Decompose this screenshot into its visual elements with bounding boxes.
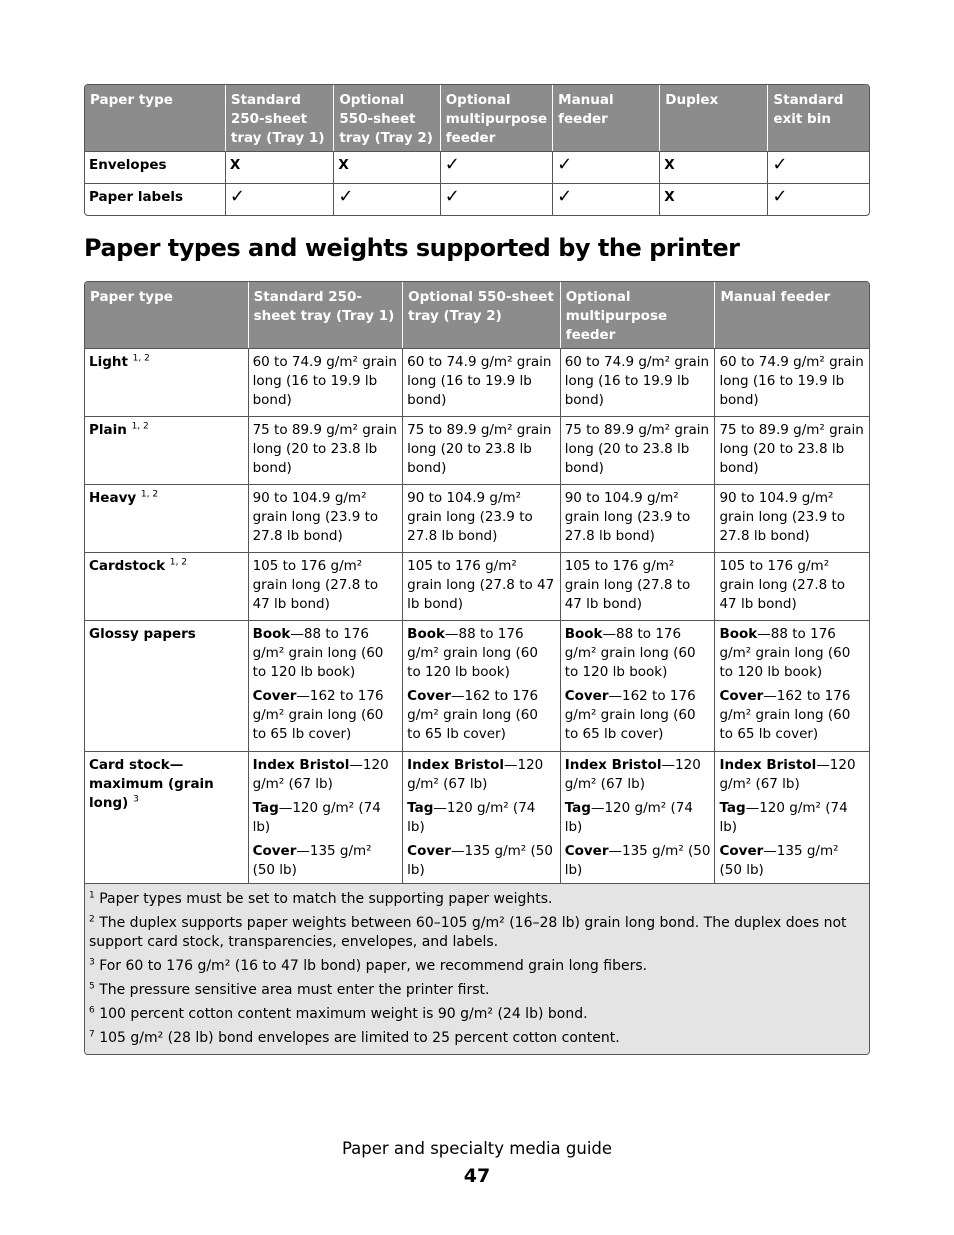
row-label: Card stock—maximum (grain long) $^3$ [85, 751, 248, 883]
row-label: Paper labels [85, 183, 225, 215]
cell-weight: 60 to 74.9 g/m² grain long (16 to 19.9 lb bond) [714, 348, 869, 416]
footnote-ref: 1, 2 [132, 353, 150, 364]
cell-cardstock: Index Bristol—120 g/m² (67 lb) Tag—120 g/m² (74 lb) Cover—135 g/m² (50 lb) [402, 751, 560, 883]
row-label [85, 348, 248, 416]
media-support-table [84, 84, 870, 216]
footnote-ref: 1, 2 [140, 489, 159, 500]
footer-title: Paper and specialty media guide [341, 1139, 613, 1158]
row-label-text: Plain [89, 422, 127, 438]
cell-weight: 60 to 74.9 g/m² grain long (16 to 19.9 lb bond) [402, 348, 560, 416]
footnote: $^1$ Paper types must be set to match the supporting paper weights. [89, 890, 553, 907]
check-icon: ✓ [333, 183, 439, 215]
row-label: Envelopes [85, 151, 225, 183]
cell-weight: 60 to 74.9 g/m² grain long (16 to 19.9 lb bond) [248, 348, 403, 416]
cell-weight: 90 to 104.9 g/m² grain long (23.9 to 27.8 lb bond) [402, 484, 560, 552]
check-icon: ✓ [552, 151, 659, 183]
col-header-paper-type: Paper type [85, 85, 225, 151]
row-label [85, 484, 248, 552]
check-icon: ✓ [767, 151, 869, 183]
cell-weight: 105 to 176 g/m² grain long (27.8 to 47 lb bond) [402, 552, 560, 620]
cell-weight: 105 to 176 g/m² grain long (27.8 to 47 lb bond) [560, 552, 715, 620]
row-label [85, 552, 248, 620]
col-header-tray1: Standard 250-sheet tray (Tray 1) [248, 282, 403, 348]
row-label-text: Heavy [89, 490, 137, 506]
cell-weight: 60 to 74.9 g/m² grain long (16 to 19.9 lb bond) [560, 348, 715, 416]
paper-weights-table [84, 281, 870, 1055]
footnote: $^5$ The pressure sensitive area must enter the printer first. [89, 981, 490, 998]
cell-weight: 75 to 89.9 g/m² grain long (20 to 23.8 lb bond) [714, 416, 869, 484]
table-row [85, 151, 869, 183]
cell-weight: 90 to 104.9 g/m² grain long (23.9 to 27.8 lb bond) [248, 484, 403, 552]
cell-glossy: Book—88 to 176 g/m² grain long (60 to 120 lb book) Cover—162 to 176 g/m² grain long (60 to 65 lb cover) [248, 620, 403, 751]
cell-cardstock: Index Bristol—120 g/m² (67 lb) Tag—120 g/m² (74 lb) Cover—135 g/m² (50 lb) [560, 751, 715, 883]
col-header-paper-type: Paper type [85, 282, 248, 348]
col-header-tray2: Optional 550-sheet tray (Tray 2) [333, 85, 439, 151]
cell-mark: X [333, 151, 439, 183]
table-row [85, 183, 869, 215]
cell-weight: 75 to 89.9 g/m² grain long (20 to 23.8 lb bond) [560, 416, 715, 484]
page-number: 47 [463, 1165, 491, 1187]
footnotes-row [85, 883, 869, 1054]
table-row [85, 552, 869, 620]
table-row [85, 416, 869, 484]
cell-mark: X [225, 151, 333, 183]
footnote: $^6$ 100 percent cotton content maximum weight is 90 g/m² (24 lb) bond. [89, 1005, 588, 1022]
section-title: Paper types and weights supported by the printer [84, 234, 740, 262]
cell-weight: 105 to 176 g/m² grain long (27.8 to 47 lb bond) [714, 552, 869, 620]
cell-glossy: Book—88 to 176 g/m² grain long (60 to 120 lb book) Cover—162 to 176 g/m² grain long (60 to 65 lb cover) [402, 620, 560, 751]
row-label-text: Cardstock [89, 558, 166, 574]
footnote-ref: 1, 2 [131, 421, 149, 432]
cell-cardstock: Index Bristol—120 g/m² (67 lb) Tag—120 g/m² (74 lb) Cover—135 g/m² (50 lb) [714, 751, 869, 883]
footnote-ref: 3 [133, 794, 139, 805]
table-row [85, 348, 869, 416]
footnotes [85, 883, 869, 1054]
col-header-duplex: Duplex [659, 85, 767, 151]
col-header-mpf: Optional multipurpose feeder [560, 282, 715, 348]
cell-weight: 75 to 89.9 g/m² grain long (20 to 23.8 lb bond) [248, 416, 403, 484]
col-header-manual-feeder: Manual feeder [714, 282, 869, 348]
cell-mark: X [659, 183, 767, 215]
col-header-manual-feeder: Manual feeder [552, 85, 659, 151]
footnote-ref: 1, 2 [169, 557, 187, 568]
row-label-text: Light [89, 354, 128, 370]
table-row [85, 484, 869, 552]
cell-mark: X [659, 151, 767, 183]
row-label: Glossy papers [85, 620, 248, 751]
col-header-mpf: Optional multipurpose feeder [440, 85, 552, 151]
cell-cardstock: Index Bristol—120 g/m² (67 lb) Tag—120 g/m² (74 lb) Cover—135 g/m² (50 lb) [248, 751, 403, 883]
cell-weight: 75 to 89.9 g/m² grain long (20 to 23.8 lb bond) [402, 416, 560, 484]
cell-weight: 90 to 104.9 g/m² grain long (23.9 to 27.8 lb bond) [560, 484, 715, 552]
col-header-exit-bin: Standard exit bin [767, 85, 869, 151]
cell-glossy: Book—88 to 176 g/m² grain long (60 to 120 lb book) Cover—162 to 176 g/m² grain long (60 to 65 lb cover) [560, 620, 715, 751]
footnote: $^3$ For 60 to 176 g/m² (16 to 47 lb bond) paper, we recommend grain long fibers. [89, 957, 648, 974]
cell-weight: 105 to 176 g/m² grain long (27.8 to 47 lb bond) [248, 552, 403, 620]
cell-glossy: Book—88 to 176 g/m² grain long (60 to 120 lb book) Cover—162 to 176 g/m² grain long (60 to 65 lb cover) [714, 620, 869, 751]
check-icon: ✓ [225, 183, 333, 215]
col-header-tray1: Standard 250-sheet tray (Tray 1) [225, 85, 333, 151]
check-icon: ✓ [440, 183, 552, 215]
check-icon: ✓ [552, 183, 659, 215]
check-icon: ✓ [767, 183, 869, 215]
check-icon: ✓ [440, 151, 552, 183]
footnote: $^7$ 105 g/m² (28 lb) bond envelopes are limited to 25 percent cotton content. [89, 1029, 620, 1046]
cell-weight: 90 to 104.9 g/m² grain long (23.9 to 27.8 lb bond) [714, 484, 869, 552]
col-header-tray2: Optional 550-sheet tray (Tray 2) [402, 282, 560, 348]
table-row-glossy [85, 620, 869, 751]
table-row-cardstock-max [85, 751, 869, 883]
row-label [85, 416, 248, 484]
footnote: $^2$ The duplex supports paper weights between 60–105 g/m² (16–28 lb) grain long bond. The duplex does not support card stock, transparencies, envelopes, and labels. [89, 914, 847, 950]
